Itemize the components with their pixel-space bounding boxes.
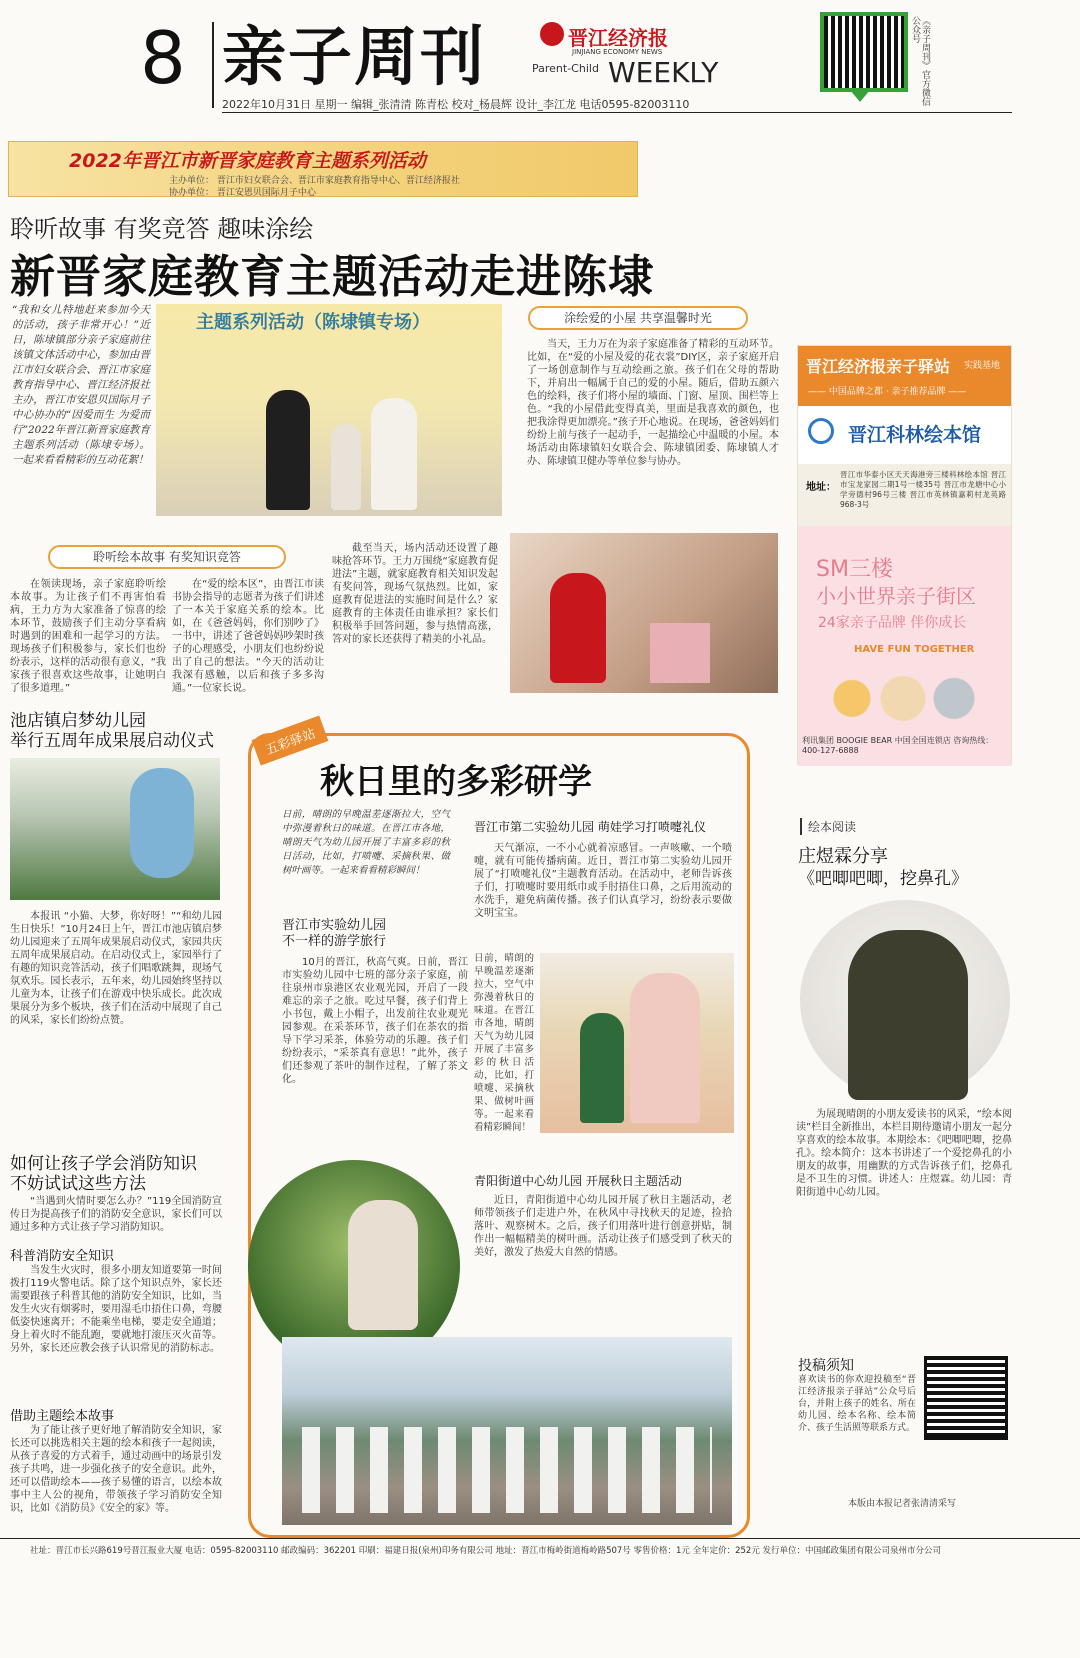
colin-logo-icon [808,418,834,444]
reading-story-c: 截至当天，场内活动还设置了趣味抢答环节。王力万围绕“家庭教育促进法”主题，就家庭教育相关知识发起有奖问答，现场气氛热烈。比如，家庭教育促进法的实施时间是什么？家庭教育的主体责任由谁承担？家长们积极举手回答问题，参与热情高涨，答对的家长还获得了精美的小礼品。 [332,543,498,645]
masthead-divider [212,22,214,108]
weekly-label: WEEKLY [608,56,719,89]
section-header-drawing: 涂绘爱的小屋 共享温馨时光 [528,306,748,330]
reading-headline-1: 庄煜霖分享 [798,846,888,867]
mascot-costume-icon [130,768,194,878]
person-figure-icon [266,390,310,510]
s3-story: 近日，青阳街道中心幼儿园开展了秋日主题活动，老师带领孩子们走进户外，在秋风中寻找秋天的足迹，捡拾落叶、观察树木。之后，孩子们用落叶进行创意拼贴，制作出一幅幅精美的树叶画。活动让孩子们感受到了秋天的美好，激发了热爱大自然的情感。 [474,1195,732,1258]
sm-ad-line2: 小小世界亲子街区 [816,584,976,608]
lead-photo-sign: 主题系列活动（陈埭镇专场） [196,312,430,333]
boy-photo [800,900,1010,1100]
kindergarten-story: 本报讯 “小猫、大梦，你好呀！”“和幼儿园生日快乐！”10月24日上午，晋江市池店镇启梦幼儿园迎来了五周年成果展启动仪式，家园共庆五周年成果展启动。在启动仪式上，家园举行了有趣的知识竞答活动，孩子们唱歌跳舞，现场气氛欢乐。园长表示，五年来，幼儿园始终坚持以儿童为本，让孩子们在游戏中快乐成长。此次成果展分为多个板块，孩子们在活动中展现了自己的风采，家长们纷纷点赞。 [10,911,222,1026]
fire-text-2: 为了能让孩子更好地了解消防安全知识，家长还可以挑选相关主题的绘本和孩子一起阅读，从孩子喜爱的方式着手，通过动画中的场景引发孩子共鸣，进一步强化孩子的安全意识。此外，还可以借助绘本——孩子易懂的语言，以绘本故事中主人公的视角，带领孩子学习消防安全知识，比如《消防员》《安全的家》等。 [10,1425,222,1514]
teacher-figure-icon [630,973,700,1123]
lead-headline: 新晋家庭教育主题活动走进陈埭 [10,250,655,303]
side-ad-title: 晋江经济报亲子驿站 [806,357,951,376]
girl-figure-icon [348,1200,418,1330]
paper-name-en: JINJIANG ECONOMY NEWS [572,48,663,56]
footer-info: 社址：晋江市长兴路619号晋江报业大厦 电话：0595-82003110 邮政编码：362201 印刷：福建日报(泉州)印务有限公司 地址：晋江市梅岭街道梅岭路507号 零售价格：1元 全年定价：252元 发行单位：中国邮政集团有限公司泉州市分公司 [30,1546,942,1556]
date-line: 2022年10月31日 星期一 编辑_张清清 陈青松 校对_杨晨辉 设计_李江龙 电话0595-82003110 [222,98,690,111]
sm-ad-line1: SM三楼 [816,557,893,582]
sneeze-photo [540,953,734,1133]
child-green-figure-icon [580,1013,624,1123]
banner-sponsor: 主办单位： 晋江市妇女联合会、晋江市家庭教育指导中心、晋江经济报社 [169,176,460,186]
child-red-figure-icon [550,573,606,683]
child-figure-icon [331,424,361,510]
section-title: 亲子周刊 [222,21,486,95]
sm-ad-line4: HAVE FUN TOGETHER [854,644,975,655]
fire-headline-1: 如何让孩子学会消防知识 [10,1154,197,1174]
reading-story-b: 在“爱的绘本区”，由晋江市读书协会指导的志愿者为孩子们讲述了一本关于家庭关系的绘本。比如，在《爸爸妈妈，你们别吵了》一书中，讲述了爸爸妈妈吵架时孩子的心理感受，小朋友们也纷纷说出了自己的想法。“今天的活动让我深有感触，以后和孩子多多沟通。”一位家长说。 [172,579,324,694]
fire-text-1: 当发生火灾时，很多小朋友知道要第一时间拨打119火警电话。除了这个知识点外，家长还需要跟孩子科普其他的消防安全知识，比如，当发生火灾有烟雾时，要用湿毛巾捂住口鼻，弯腰低姿快速离开；不能乘坐电梯，要走安全通道；身上着火时不能乱跑，要就地打滚压灭火苗等。另外，家长还应教会孩子认识常见的消防标志。 [10,1265,222,1354]
s1-story: 10月的晋江，秋高气爽。日前，晋江市实验幼儿园中七班的部分亲子家庭，前往泉州市泉港区农业观光园，开启了一段难忘的亲子之旅。吃过早餐，孩子们背上小书包，戴上小帽子，出发前往农业观光园参观。在采茶环节，孩子们在茶农的指导下学习采茶，体验劳动的乐趣。孩子们纷纷表示，“采茶真有意思！”此外，孩子们还参观了茶叶的制作过程，了解了茶文化。 [282,957,468,1085]
lead-photo [156,304,502,516]
group-photo [282,1337,732,1525]
lead-kicker: 聆听故事 有奖竞答 趣味涂绘 [10,215,314,243]
sm-ad[interactable] [798,526,1011,766]
paper-name: 晋江经济报 [568,26,668,50]
side-ad-brand: 晋江科林绘本馆 [848,424,982,446]
bear-mascot-icon [818,660,988,724]
section-header-reading: 聆听绘本故事 有奖知识竞答 [48,545,286,569]
boy-figure-icon [848,930,968,1100]
masthead-rule [222,112,1012,113]
reading-column-tag: 绘本阅读 [800,818,856,835]
kindergarten-photo [10,758,220,900]
event-banner [8,141,638,197]
s3-headline: 青阳街道中心幼儿园 开展秋日主题活动 [474,1174,682,1188]
children-row-icon [302,1427,712,1513]
woman-figure-icon [371,398,417,510]
banner-coorganizer: 协办单位： 晋江安恩贝国际月子中心 [169,188,316,198]
side-ad-addr-box [798,464,1011,526]
craft-photo [510,533,778,693]
s1-headline: 晋江市实验幼儿园 [282,918,387,933]
sm-ad-line3: 24家亲子品牌 伴你成长 [818,615,967,631]
reading-story: 为展现晴朗的小朋友爱读书的风采，“绘本阅读”栏目全新推出，本栏目期待邀请小朋友一起分享喜欢的绘本故事。本期绘本：《吧唧吧唧，挖鼻孔》。绘本简介：这本书讲述了一个爱挖鼻孔的小朋友的故事，用幽默的方式告诉孩子们，挖鼻孔是不卫生的习惯。讲述人：庄煜霖。幼儿园：青阳街道中心幼儿园。 [796,1109,1012,1198]
fire-headline-2: 不妨试试这些方法 [10,1174,146,1194]
page-credit: 本版由本报记者张清清采写 [848,1499,957,1509]
submit-text: 喜欢读书的你欢迎投稿至“晋江经济报亲子驿站”公众号后台，并附上孩子的姓名、所在幼儿园、绘本名称、绘本简介、孩子生活照等联系方式。 [798,1375,916,1433]
submit-headline: 投稿须知 [798,1358,854,1374]
parent-child-label: Parent-Child [532,62,599,75]
drawing-story: 当天，王力万在为亲子家庭准备了精彩的互动环节。比如，在“爱的小屋及爱的花衣裳”DIY区，亲子家庭开启了一场创意制作与互动绘画之旅。孩子们在父母的帮助下，并肩出一幅属于自己的爱的小屋。随后，借助五颜六色的绘料，孩子们将小屋的墙面、门窗、屋顶、围栏等上色。“我的小屋借此变得真美，里面是我喜欢的颜色，也把我涂得更加漂亮。”孩子开心地说。在现场，爸爸妈妈们纷纷上前与孩子一起动手，一起描绘心中温暖的小屋。本场活动由陈埭镇妇女联合会、陈埭镇团委、陈埭镇人才办、陈埭镇卫健办等单位参与协办。 [527,339,779,467]
paper-logo-icon [540,22,564,46]
page-number: 8 [140,16,186,100]
fire-sub-1: 科普消防安全知识 [10,1249,115,1264]
house-model-icon [650,623,710,683]
reading-headline-2: 《吧唧吧唧，挖鼻孔》 [798,869,968,889]
left-story-headline-2: 举行五周年成果展启动仪式 [10,731,214,751]
qr-pointer-icon [850,90,870,102]
banner-title: 2022年晋江市新晋家庭教育主题系列活动 [69,150,426,172]
reading-story-a: 在领读现场，亲子家庭聆听绘本故事。为让孩子们不再害怕看病，王力方为大家准备了惊喜的绘本环节，鼓励孩子们主动分享看病时遇到的困难和一起学习的方法。现场孩子们积极参与，家长们也纷纷表示，这样的活动很有意义，“我家孩子很喜欢这些故事，让她明白了很多道理。” [10,579,166,694]
lead-intro: “我和女儿特地赶来参加今天的活动，孩子非常开心！”近日，陈埭镇部分亲子家庭前往该镇文体活动中心，参加由晋江市妇女联合会、晋江市家庭教育指导中心、晋江经济报社主办，晋江市安恩贝国际月子中心协办的“因爱而生 为爱而行”2022年晋江新晋家庭教育主题系列活动（陈埭专场）。一起来看看精彩的互动花絮！ [12,304,150,466]
side-ad-header [798,346,1011,406]
qr-code[interactable] [820,12,908,92]
fire-intro: “当遇到火情时要怎么办？”119全国消防宣传日为提高孩子们的消防安全意识，家长们可以通过多种方式让孩子学习消防知识。 [10,1196,222,1233]
fire-sub-2: 借助主题绘本故事 [10,1409,115,1424]
side-ad-tag: 实践基地 [964,361,1001,371]
s2-headline: 晋江市第二实验幼儿园 萌娃学习打喷嚏礼仪 [474,820,706,834]
s2-story-cont: 日前，晴朗的早晚温差逐渐拉大，空气中弥漫着秋日的味道。在晋江市各地，晴朗天气为幼儿园开展了丰富多彩的秋日活动，比如，打喷嚏、采摘秋果、做树叶画等。一起来看看精彩瞬间！ [474,953,534,1133]
s1-subheadline: 不一样的游学旅行 [282,934,387,949]
feature-intro: 日前，晴朗的早晚温差逐渐拉大，空气中弥漫着秋日的味道。在晋江市各地，晴朗天气为幼儿园开展了丰富多彩的秋日活动，比如，打喷嚏、采摘秋果、做树叶画等。一起来看看精彩瞬间！ [282,809,450,876]
side-ad-addr-label: 地址： [806,482,836,493]
side-ad-sub: —— 中国品牌之都 · 亲子推荐品牌 —— [808,387,967,397]
paper-logo [532,22,730,92]
feature-title: 秋日里的多彩研学 [320,762,592,802]
sm-ad-footer: 利讯集团 BOOGIE BEAR 中国全国连锁店 咨询热线：400-127-6888 [802,736,994,755]
feature-tag: 五彩驿站 [252,715,329,765]
footer-rule [0,1538,1080,1539]
qr-caption: 《亲子周刊》官方微信公众号 [910,16,930,106]
submit-qr-code[interactable] [924,1356,1008,1440]
side-ad[interactable] [797,345,1012,765]
side-ad-addr: 晋江市华泰小区天天海港旁三楼科林绘本馆 晋江市宝龙家园二期1号一楼35号 晋江市龙塘中心小学旁德村96号三楼 晋江市英林镇嘉莉村龙英路968-3号 [840,470,1006,509]
s2-story: 天气渐凉，一不小心就着凉感冒。一声咳嗽、一个喷嚏，就有可能传播病菌。近日，晋江市第二实验幼儿园开展了“打喷嚏礼仪”主题教育活动。在活动中，老师告诉孩子们，打喷嚏时要用纸巾或手肘捂住口鼻，之后用流动的水洗手，避免病菌传播。孩子们认真学习，纷纷表示要做文明宝宝。 [474,843,732,919]
left-story-headline-1: 池店镇启梦幼儿园 [10,711,146,731]
